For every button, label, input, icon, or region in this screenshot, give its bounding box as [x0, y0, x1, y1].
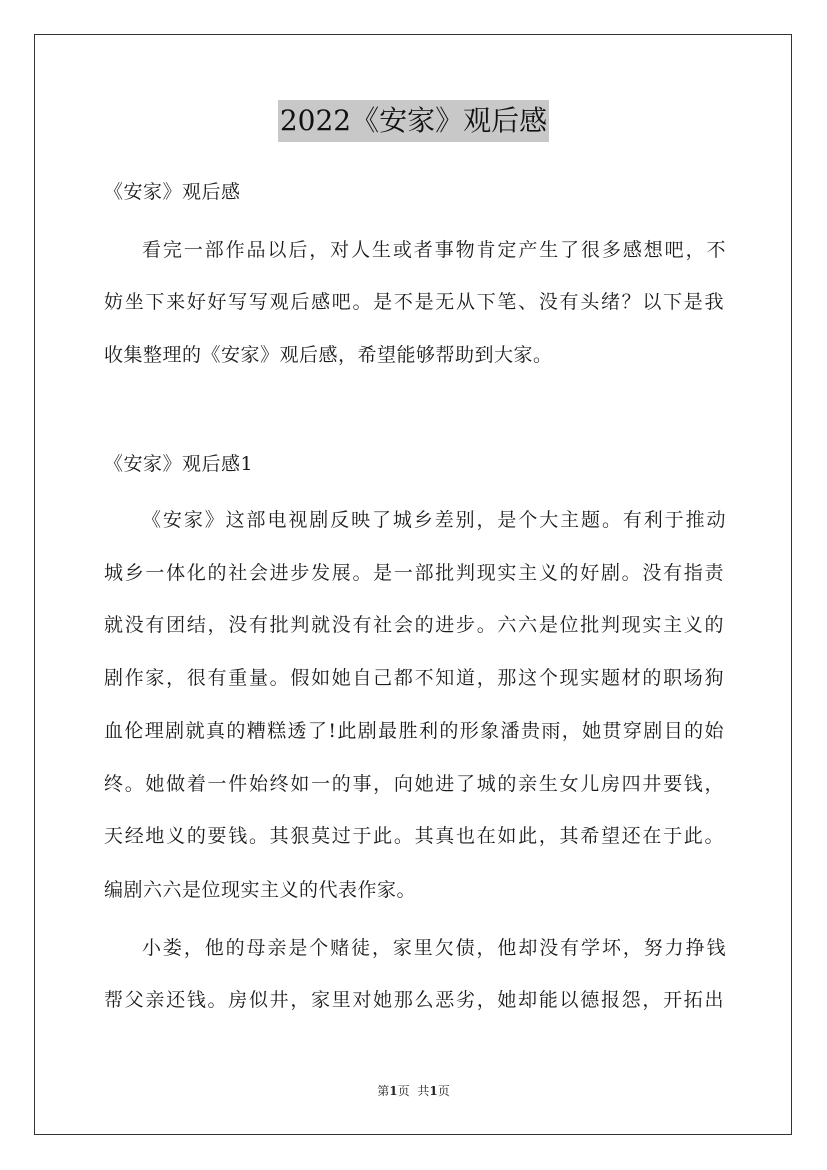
footer-page-suffix: 页: [397, 1084, 410, 1098]
footer-total-suffix: 页: [437, 1084, 450, 1098]
paragraph2-line-2: 帮父亲还钱。房似井，家里对她那么恶劣，她却能以德报怨，开拓出: [104, 989, 724, 1011]
section-heading-1: 《安家》观后感1: [104, 453, 254, 475]
paragraph1-line-8: 编剧六六是位现实主义的代表作家。: [104, 879, 417, 901]
paragraph2-line-1: 小娄，他的母亲是个赌徒，家里欠债，他却没有学坏，努力挣钱: [142, 937, 726, 959]
paragraph1-line-4: 剧作家，很有重量。假如她自己都不知道，那这个现实题材的职场狗: [104, 667, 724, 689]
section-heading: 《安家》观后感: [104, 181, 241, 203]
intro-line-3: 收集整理的《安家》观后感，希望能够帮助到大家。: [104, 344, 553, 366]
footer-total-prefix: 共: [417, 1084, 430, 1098]
paragraph1-line-3: 就没有团结，没有批判就没有社会的进步。六六是位批判现实主义的: [104, 614, 724, 636]
paragraph1-line-5: 血伦理剧就真的糟糕透了!此剧最胜利的形象潘贵雨，她贯穿剧目的始: [104, 720, 724, 742]
title-container: [0, 100, 827, 142]
footer-total-number: 1: [429, 1084, 438, 1098]
footer-page-number: 1: [389, 1084, 398, 1098]
paragraph1-line-2: 城乡一体化的社会进步发展。是一部批判现实主义的好剧。没有指责: [104, 562, 724, 584]
intro-line-1: 看完一部作品以后，对人生或者事物肯定产生了很多感想吧，不: [142, 239, 726, 261]
footer-page-prefix: 第: [377, 1084, 390, 1098]
page-footer: [0, 1083, 827, 1099]
paragraph1-line-6: 终。她做着一件始终如一的事，向她进了城的亲生女儿房四井要钱，: [104, 773, 724, 795]
document-title: 2022《安家》观后感: [278, 100, 549, 142]
paragraph1-line-1: 《安家》这部电视剧反映了城乡差别，是个大主题。有利于推动: [142, 509, 726, 531]
paragraph1-line-7: 天经地义的要钱。其狠莫过于此。其真也在如此，其希望还在于此。: [104, 825, 724, 847]
intro-line-2: 妨坐下来好好写写观后感吧。是不是无从下笔、没有头绪？以下是我: [104, 291, 724, 313]
